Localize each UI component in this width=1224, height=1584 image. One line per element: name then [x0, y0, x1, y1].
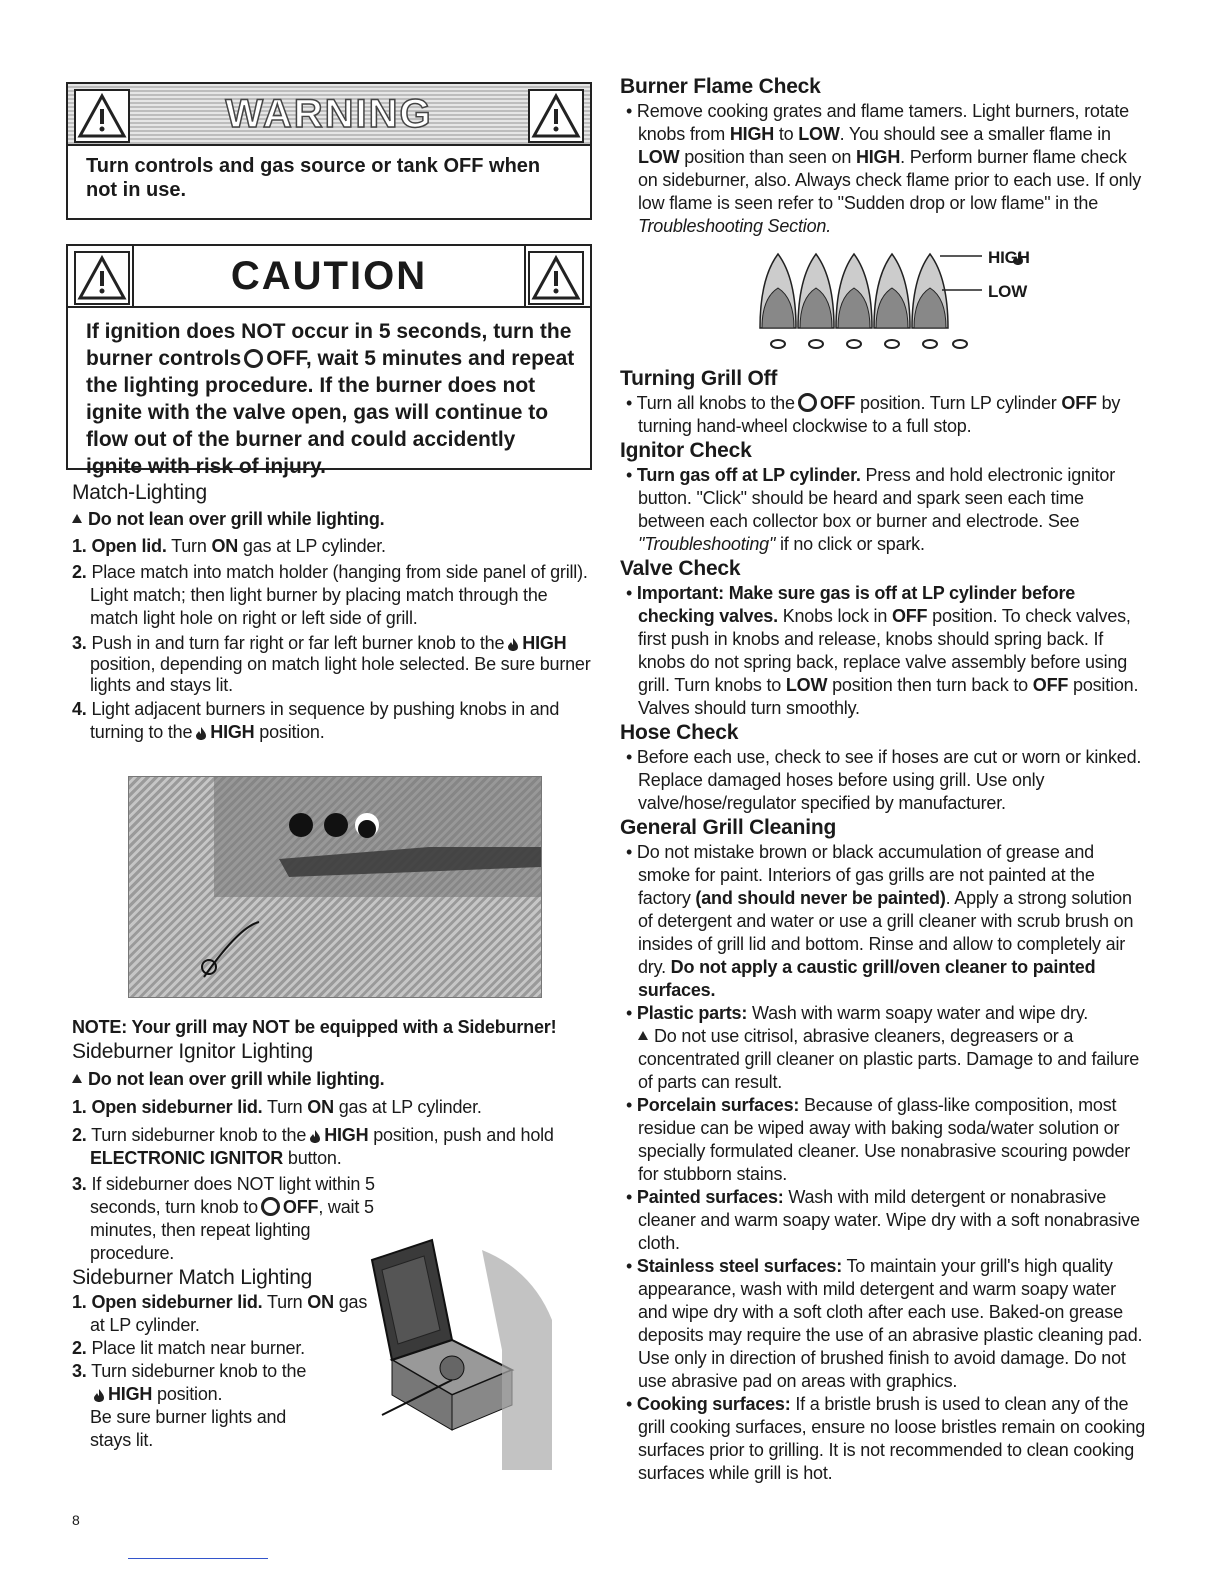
sideburner-step-1: 1. Open sideburner lid. Turn ON gas at LP cylinder.	[72, 1097, 482, 1117]
flame-icon	[508, 638, 518, 651]
flame-icon	[310, 1130, 320, 1143]
sideburner-warning: Do not lean over grill while lighting.	[72, 1068, 592, 1091]
sideburner-match-step-1: 1. Open sideburner lid. Turn ON gas at LP cylinder.	[72, 1292, 368, 1335]
cleaning-porcelain-text: • Porcelain surfaces: Because of glass-like composition, most residue can be wiped away with baking soda/water solution or specially formulated cleaner. Use nonabrasive scouring powder for stubborn stains.	[626, 1095, 1131, 1184]
page-number: 8	[72, 1512, 80, 1528]
off-symbol-icon	[244, 349, 263, 368]
hose-check-heading: Hose Check	[620, 721, 739, 744]
caution-triangle-icon	[72, 514, 82, 523]
match-step-1: 1. Open lid. Turn ON gas at LP cylinder.	[72, 536, 386, 556]
flame-icon	[94, 1389, 104, 1402]
sideburner-note: NOTE: Your grill may NOT be equipped with a Sideburner!	[72, 1017, 557, 1037]
caution-triangle-icon	[74, 251, 130, 305]
match-light-hole-illustration	[128, 776, 542, 998]
off-symbol-icon	[798, 393, 817, 412]
match-lighting-section	[72, 480, 592, 744]
burner-flames-diagram	[750, 238, 1090, 366]
cleaning-stainless-text: • Stainless steel surfaces: To maintain your grill's high quality appearance, wash with mild detergent and warm soapy water and wipe dry with a soft cloth after each use. Baked-on grease deposits may require the use of an abrasive plastic cleaning pad. Use only in direction of brushed finish to avoid damage. Do not use abrasive pad on areas with graphics.	[626, 1256, 1143, 1391]
flame-icon	[196, 727, 206, 740]
ignitor-check-text: • Turn gas off at LP cylinder. Press and hold electronic ignitor button. "Click" should be heard and spark seen each time between each collector box or burner and electrode. See "Troubleshooting" if no click or spark.	[626, 465, 1116, 554]
match-lighting-heading: Match-Lighting	[72, 481, 207, 504]
flame-check-heading: Burner Flame Check	[620, 75, 821, 98]
warning-banner	[66, 82, 592, 220]
high-label: HIGH	[988, 248, 1030, 267]
sideburner-match-step-3: 3. Turn sideburner knob to the HIGH position. Be sure burner lights and stays lit.	[72, 1361, 307, 1450]
caution-triangle-icon	[638, 1031, 648, 1040]
footnote-rule	[128, 1558, 268, 1559]
sideburner-match-step-2: 2. Place lit match near burner.	[72, 1338, 305, 1358]
warning-title: WARNING	[225, 91, 433, 136]
caution-banner	[66, 244, 592, 478]
caution-triangle-icon	[528, 251, 584, 305]
off-symbol-icon	[261, 1197, 280, 1216]
cleaning-general-text: • Do not mistake brown or black accumulation of grease and smoke for paint. Interiors of gas grills are not painted at the factory (and should never be painted). Apply a strong solution of detergent and water or use a grill cleaner with scrub brush on insides of grill lid and bottom. Rinse and allow to completely air dry. Do not apply a caustic grill/oven cleaner to painted surfaces.	[626, 842, 1134, 1000]
valve-check-text: • Important: Make sure gas is off at LP cylinder before checking valves. Knobs lock in OFF position. To check valves, first push in knobs and release, knobs should spring back. If knobs do not spring back, replace valve assembly before using grill. Turn knobs to LOW position then turn back to OFF position. Valves should turn smoothly.	[626, 583, 1139, 718]
match-step-4: 4. Light adjacent burners in sequence by pushing knobs in and turning to the HIGH position.	[72, 699, 560, 742]
match-warning: Do not lean over grill while lighting.	[72, 508, 592, 531]
sideburner-match-heading: Sideburner Match Lighting	[72, 1266, 313, 1289]
match-step-2: 2. Place match into match holder (hanging from side panel of grill). Light match; then light burner by placing match through the match light hole on right or left side of grill.	[72, 562, 588, 628]
warning-header	[68, 84, 590, 146]
match-step-3: 3. Push in and turn far right or far left burner knob to the HIGH position, depending on match light hole selected. Be sure burner lights and stays lit.	[72, 633, 591, 695]
warning-text: Turn controls and gas source or tank OFF when not in use.	[86, 155, 541, 201]
cleaning-heading: General Grill Cleaning	[620, 816, 837, 839]
ignitor-check-heading: Ignitor Check	[620, 439, 752, 462]
right-column	[620, 74, 1150, 1485]
warning-triangle-icon	[74, 89, 130, 143]
grill-off-heading: Turning Grill Off	[620, 367, 778, 390]
sideburner-illustration	[362, 1230, 562, 1470]
valve-check-heading: Valve Check	[620, 557, 741, 580]
caution-header	[68, 246, 590, 308]
flame-check-text: • Remove cooking grates and flame tamers. Light burners, rotate knobs from HIGH to LOW. You should see a smaller flame in LOW position than seen on HIGH. Perform burner flame check on sideburner, also. Always check flame prior to each use. If only low flame is seen refer to "Sudden drop or low flame" in the Troubleshooting Section.	[626, 101, 1142, 236]
sideburner-step-2: 2. Turn sideburner knob to the HIGH position, push and hold ELECTRONIC IGNITOR button.	[72, 1125, 554, 1168]
hose-check-text: • Before each use, check to see if hoses are cut or worn or kinked. Replace damaged hoses before using grill. Use only valve/hose/regulator specified by manufacturer.	[626, 747, 1142, 813]
flame-diagram	[620, 238, 1150, 366]
sideburner-ignitor-heading: Sideburner Ignitor Lighting	[72, 1040, 313, 1063]
grill-off-text: • Turn all knobs to the OFF position. Turn LP cylinder OFF by turning hand-wheel clockwise to a full stop.	[626, 393, 1121, 436]
caution-triangle-icon	[72, 1074, 82, 1083]
warning-triangle-icon	[528, 89, 584, 143]
low-label: LOW	[988, 282, 1028, 301]
caution-text: If ignition does NOT occur in 5 seconds, turn the burner controls OFF, wait 5 minutes and repeat the lighting procedure. If the burner does not ignite with the valve open, gas will continue to flow out of the burner and could accidently ignite with risk of injury.	[86, 320, 575, 478]
cleaning-plastic-text: • Plastic parts: Wash with warm soapy water and wipe dry. Do not use citrisol, abrasive cleaners, degreasers or a concentrated grill cleaner on plastic parts. Damage to and failure of parts can result.	[626, 1003, 1140, 1092]
caution-title: CAUTION	[132, 246, 526, 306]
cleaning-painted-text: • Painted surfaces: Wash with mild detergent or nonabrasive cleaner and warm soapy water. Wipe dry with a soft nonabrasive cloth.	[626, 1187, 1140, 1253]
cleaning-cooking-text: • Cooking surfaces: If a bristle brush is used to clean any of the grill cooking surfaces, ensure no loose bristles remain on cooking surfaces prior to grilling. It is not recommended to clean cooking surfaces while grill is hot.	[626, 1394, 1146, 1483]
sideburner-step-3: 3. If sideburner does NOT light within 5 seconds, turn knob to OFF, wait 5 minutes, then repeat lighting procedure.	[72, 1174, 375, 1263]
